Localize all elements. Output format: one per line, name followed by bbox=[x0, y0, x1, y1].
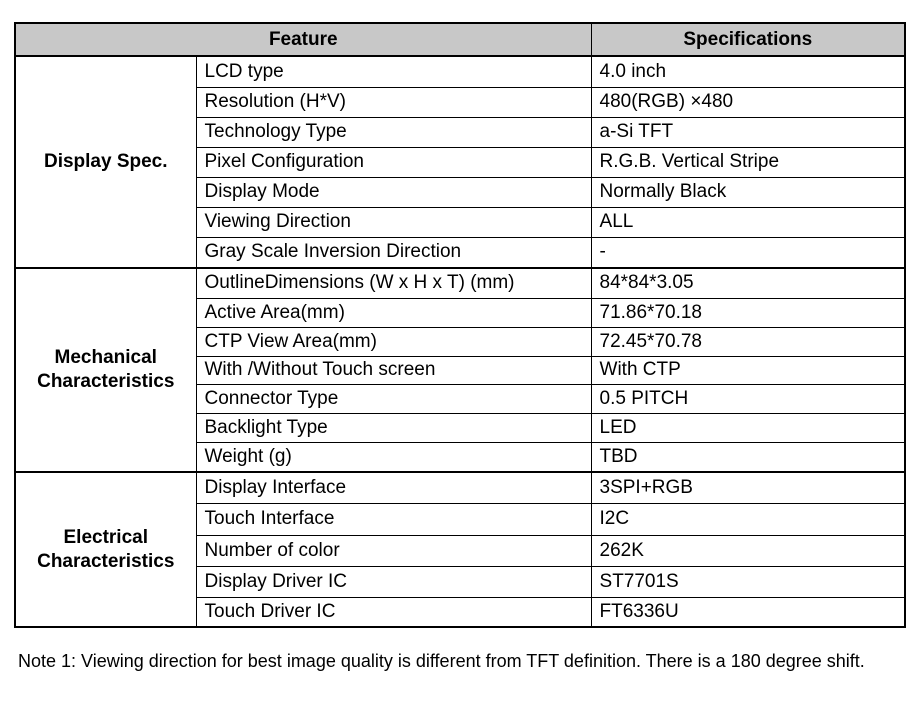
feature-cell: Viewing Direction bbox=[196, 207, 591, 237]
value-cell: Normally Black bbox=[591, 177, 905, 207]
value-cell: I2C bbox=[591, 503, 905, 535]
feature-cell: Active Area(mm) bbox=[196, 298, 591, 327]
feature-cell: Gray Scale Inversion Direction bbox=[196, 237, 591, 268]
feature-cell: Connector Type bbox=[196, 384, 591, 413]
value-cell: 72.45*70.78 bbox=[591, 327, 905, 356]
value-cell: FT6336U bbox=[591, 597, 905, 627]
table-row bbox=[15, 268, 905, 298]
feature-cell: Touch Driver IC bbox=[196, 597, 591, 627]
feature-cell: OutlineDimensions (W x H x T) (mm) bbox=[196, 268, 591, 298]
feature-cell: Display Interface bbox=[196, 472, 591, 503]
table-header-row bbox=[15, 23, 905, 56]
group-label: Electrical Characteristics bbox=[15, 472, 196, 627]
specifications-header: Specifications bbox=[591, 23, 905, 56]
feature-cell: Backlight Type bbox=[196, 413, 591, 442]
feature-header: Feature bbox=[15, 23, 591, 56]
value-cell: 4.0 inch bbox=[591, 56, 905, 87]
group-label: Mechanical Characteristics bbox=[15, 268, 196, 472]
table-row bbox=[15, 56, 905, 87]
value-cell: ALL bbox=[591, 207, 905, 237]
feature-cell: Pixel Configuration bbox=[196, 147, 591, 177]
feature-cell: LCD type bbox=[196, 56, 591, 87]
feature-cell: With /Without Touch screen bbox=[196, 356, 591, 384]
value-cell: 3SPI+RGB bbox=[591, 472, 905, 503]
feature-cell: Touch Interface bbox=[196, 503, 591, 535]
feature-cell: Display Driver IC bbox=[196, 566, 591, 597]
value-cell: a-Si TFT bbox=[591, 117, 905, 147]
value-cell: With CTP bbox=[591, 356, 905, 384]
value-cell: 480(RGB) ×480 bbox=[591, 87, 905, 117]
feature-cell: CTP View Area(mm) bbox=[196, 327, 591, 356]
value-cell: 0.5 PITCH bbox=[591, 384, 905, 413]
footnote: Note 1: Viewing direction for best image quality is different from TFT definition. There is a 180 degree shift. bbox=[18, 651, 865, 671]
value-cell: - bbox=[591, 237, 905, 268]
value-cell: ST7701S bbox=[591, 566, 905, 597]
value-cell: 84*84*3.05 bbox=[591, 268, 905, 298]
feature-cell: Resolution (H*V) bbox=[196, 87, 591, 117]
value-cell: TBD bbox=[591, 442, 905, 472]
value-cell: 71.86*70.18 bbox=[591, 298, 905, 327]
feature-cell: Weight (g) bbox=[196, 442, 591, 472]
spec-table-body bbox=[15, 56, 905, 627]
value-cell: 262K bbox=[591, 535, 905, 566]
value-cell: R.G.B. Vertical Stripe bbox=[591, 147, 905, 177]
value-cell: LED bbox=[591, 413, 905, 442]
group-label: Display Spec. bbox=[15, 56, 196, 268]
spec-table bbox=[14, 22, 906, 628]
feature-cell: Technology Type bbox=[196, 117, 591, 147]
feature-cell: Display Mode bbox=[196, 177, 591, 207]
table-row bbox=[15, 472, 905, 503]
feature-cell: Number of color bbox=[196, 535, 591, 566]
